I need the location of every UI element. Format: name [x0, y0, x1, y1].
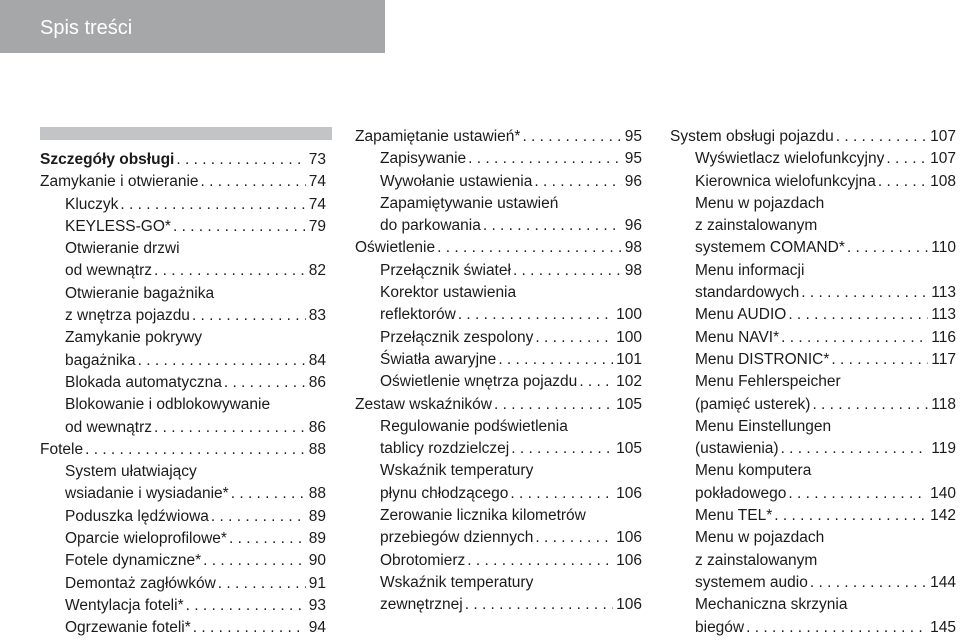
- toc-dot-leader: [812, 394, 928, 416]
- toc-entry[interactable]: [670, 617, 956, 639]
- toc-dot-leader: [535, 327, 613, 349]
- toc-page-number: 82: [308, 262, 326, 280]
- toc-dot-leader: [468, 148, 622, 170]
- toc-page-number: 91: [308, 574, 326, 592]
- toc-page-number: 110: [931, 239, 956, 257]
- toc-dot-leader: [483, 215, 622, 237]
- toc-entry[interactable]: [670, 594, 956, 616]
- toc-entry[interactable]: [40, 483, 326, 505]
- toc-entry[interactable]: [670, 148, 956, 170]
- toc-page-number: 89: [308, 530, 326, 548]
- toc-page-number: 89: [308, 507, 326, 525]
- toc-entry-title: Zamykanie i otwieranie: [40, 173, 199, 191]
- toc-entry[interactable]: [355, 215, 642, 237]
- toc-entry-title: standardowych: [695, 284, 800, 302]
- toc-page-number: 95: [624, 128, 642, 145]
- toc-dot-leader: [781, 327, 928, 349]
- toc-dot-leader: [224, 372, 306, 394]
- toc-entry-title: systemem audio: [695, 573, 808, 591]
- toc-dot-leader: [231, 483, 306, 505]
- toc-entry[interactable]: [670, 394, 956, 416]
- toc-entry-title: reflektorów: [380, 306, 456, 324]
- toc-dot-leader: [218, 573, 306, 595]
- toc-entry-title: Otwieranie drzwi: [65, 240, 180, 258]
- toc-entry-title: od wewnątrz: [65, 262, 153, 280]
- toc-entry[interactable]: [670, 527, 956, 549]
- toc-entry[interactable]: [670, 416, 956, 438]
- toc-entry[interactable]: [670, 237, 956, 259]
- toc-entry-title: (ustawienia): [695, 440, 779, 458]
- toc-page-number: 116: [931, 328, 956, 346]
- toc-entry[interactable]: [355, 304, 642, 326]
- toc-entry[interactable]: [40, 461, 326, 483]
- toc-page-number: 83: [308, 307, 326, 325]
- toc-entry-title: Oświetlenie wnętrza pojazdu: [380, 373, 578, 391]
- toc-entry[interactable]: [355, 505, 642, 527]
- toc-entry[interactable]: [670, 371, 956, 393]
- toc-entry[interactable]: [40, 283, 326, 305]
- toc-dot-leader: [878, 171, 927, 193]
- toc-entry[interactable]: [670, 460, 956, 482]
- header-bar: [0, 0, 385, 53]
- toc-entry-title: Korektor ustawienia: [380, 284, 517, 302]
- toc-dot-leader: [810, 572, 927, 594]
- toc-dot-leader: [788, 483, 927, 505]
- toc-page-number: 100: [616, 328, 642, 346]
- toc-entry[interactable]: [670, 304, 956, 326]
- toc-dot-leader: [173, 216, 306, 238]
- toc-page-number: 140: [930, 484, 956, 502]
- toc-dot-leader: [154, 260, 306, 282]
- toc-dot-leader: [203, 550, 306, 572]
- toc-entry[interactable]: [670, 171, 956, 193]
- toc-entry-title: Blokowanie i odblokowywanie: [65, 396, 271, 414]
- toc-entry[interactable]: [670, 327, 956, 349]
- toc-dot-leader: [458, 304, 613, 326]
- toc-entry-title: Menu DISTRONIC*: [695, 350, 830, 368]
- toc-entry[interactable]: [670, 483, 956, 505]
- toc-page-number: 106: [616, 551, 642, 569]
- toc-entry-title: Wskaźnik temperatury: [380, 573, 534, 591]
- toc-entry[interactable]: [670, 126, 956, 148]
- toc-entry[interactable]: [40, 171, 326, 193]
- toc-entry-title: Fotele: [40, 440, 84, 458]
- toc-dot-leader: [176, 149, 305, 171]
- toc-entry[interactable]: [355, 460, 642, 482]
- toc-page-number: 106: [616, 596, 642, 614]
- toc-entry[interactable]: [670, 260, 956, 282]
- page-title: Spis treści: [40, 17, 133, 39]
- toc-dot-leader: [831, 349, 928, 371]
- toc-entry-title: Kluczyk: [65, 195, 119, 213]
- toc-dot-leader: [774, 505, 927, 527]
- toc-entry-title: przebiegów dziennych: [380, 529, 534, 547]
- toc-dot-leader: [513, 260, 622, 282]
- toc-page-number: 119: [931, 440, 956, 458]
- toc-entry-title: Zapamiętanie ustawień*: [355, 128, 521, 145]
- toc-entry-title: Zamykanie pokrywy: [65, 329, 202, 347]
- toc-entry-title: Wskaźnik temperatury: [380, 462, 534, 480]
- toc-dot-leader: [437, 237, 622, 259]
- toc-entry[interactable]: [670, 572, 956, 594]
- toc-entry-title: Regulowanie podświetlenia: [380, 417, 568, 435]
- toc-entry[interactable]: [670, 193, 956, 215]
- toc-entry-title: Menu TEL*: [695, 507, 773, 525]
- toc-page-number: 84: [308, 351, 326, 369]
- toc-dot-leader: [886, 148, 927, 170]
- toc-page-number: 142: [930, 507, 956, 525]
- toc-entry[interactable]: [355, 527, 642, 549]
- toc-dot-leader: [85, 439, 306, 461]
- toc-dot-leader: [522, 126, 621, 148]
- toc-dot-leader: [138, 350, 306, 372]
- toc-page-number: 73: [308, 151, 326, 168]
- toc-dot-leader: [465, 594, 613, 616]
- toc-entry[interactable]: [355, 148, 642, 170]
- toc-entry[interactable]: [40, 327, 326, 349]
- toc-entry-title: Menu w pojazdach: [695, 194, 825, 212]
- toc-entry-title: Światła awaryjne: [380, 350, 497, 368]
- toc-entry-title: Otwieranie bagażnika: [65, 284, 215, 302]
- toc-page-number: 98: [624, 239, 642, 257]
- toc-entry-title: Oświetlenie: [355, 239, 436, 257]
- section-divider-bar: [40, 127, 332, 140]
- toc-entry[interactable]: [670, 505, 956, 527]
- toc-page-number: 102: [616, 373, 642, 391]
- toc-dot-leader: [801, 282, 928, 304]
- toc-entry-title: tablicy rozdzielczej: [380, 440, 510, 458]
- toc-page-number: 118: [931, 395, 956, 413]
- toc-page-number: 144: [930, 573, 956, 591]
- toc-entry-title: Przełącznik świateł: [380, 261, 511, 279]
- toc-dot-leader: [579, 371, 613, 393]
- toc-entry-title: Menu Einstellungen: [695, 417, 832, 435]
- toc-entry[interactable]: [40, 506, 326, 528]
- toc-entry-title: zewnętrznej: [380, 596, 463, 614]
- toc-column-3: [670, 126, 956, 639]
- toc-entry[interactable]: [355, 126, 642, 148]
- toc-page-number: 93: [308, 596, 326, 614]
- toc-entry-title: System ułatwiający: [65, 463, 197, 481]
- toc-entry-title: Oparcie wieloprofilowe*: [65, 530, 227, 548]
- toc-entry-title: Fotele dynamiczne*: [65, 552, 202, 570]
- toc-page-number: 105: [616, 395, 642, 413]
- toc-entry-title: Obrotomierz: [380, 551, 466, 569]
- toc-entry-title: Menu NAVI*: [695, 328, 780, 346]
- toc-entry[interactable]: [40, 216, 326, 238]
- toc-page-number: 74: [308, 173, 326, 191]
- toc-entry-title: Blokada automatyczna: [65, 373, 222, 391]
- toc-entry-title: System obsługi pojazdu: [670, 128, 834, 145]
- toc-dot-leader: [510, 483, 613, 505]
- toc-page-number: 94: [308, 619, 326, 637]
- toc-entry[interactable]: [355, 260, 642, 282]
- toc-entry-title: pokładowego: [695, 484, 787, 502]
- toc-entry-title: Kierownica wielofunkcyjna: [695, 172, 876, 190]
- toc-page-number: 106: [616, 484, 642, 502]
- toc-entry-title: z wnętrza pojazdu: [65, 307, 190, 325]
- toc-page-number: 117: [931, 350, 956, 368]
- toc-entry-title: KEYLESS-GO*: [65, 217, 171, 235]
- toc-entry-title: z zainstalowanym: [695, 217, 818, 235]
- toc-entry[interactable]: [40, 550, 326, 572]
- toc-entry-title: Zerowanie licznika kilometrów: [380, 507, 586, 525]
- toc-page-number: 113: [931, 284, 956, 302]
- toc-entry[interactable]: [355, 550, 642, 572]
- toc-entry-title: Wyświetlacz wielofunkcyjny: [695, 150, 885, 168]
- toc-entry[interactable]: [355, 416, 642, 438]
- toc-entry-title: Przełącznik zespolony: [380, 328, 534, 346]
- toc-entry[interactable]: [40, 260, 326, 282]
- toc-dot-leader: [193, 617, 306, 639]
- toc-dot-leader: [498, 349, 613, 371]
- toc-page-number: 107: [930, 128, 956, 145]
- toc-page-number: 98: [624, 261, 642, 279]
- toc-entry-title: Menu komputera: [695, 462, 812, 480]
- toc-entry-title: Zestaw wskaźników: [355, 395, 492, 413]
- toc-entry-title: wsiadanie i wysiadanie*: [65, 485, 229, 503]
- toc-page-number: 90: [308, 552, 326, 570]
- toc-page-number: 96: [624, 172, 642, 190]
- toc-page-number: 74: [308, 195, 326, 213]
- toc-page-number: 79: [308, 217, 326, 235]
- toc-entry[interactable]: [355, 438, 642, 460]
- toc-entry-title: Menu informacji: [695, 261, 805, 279]
- toc-entry-title: systemem COMAND*: [695, 239, 845, 257]
- toc-entry[interactable]: [40, 194, 326, 216]
- toc-entry-title: (pamięć usterek): [695, 395, 811, 413]
- toc-page-number: 108: [930, 172, 956, 190]
- toc-entry-title: Demontaż zagłówków: [65, 574, 216, 592]
- toc-dot-leader: [511, 438, 613, 460]
- toc-dot-leader: [467, 550, 613, 572]
- toc-entry[interactable]: [40, 238, 326, 260]
- toc-entry-title: Mechaniczna skrzynia: [695, 596, 848, 614]
- toc-entry-title: Ogrzewanie foteli*: [65, 619, 191, 637]
- toc-entry[interactable]: [40, 439, 326, 461]
- toc-entry-title: Poduszka lędźwiowa: [65, 507, 209, 525]
- toc-entry[interactable]: [40, 394, 326, 416]
- toc-dot-leader: [746, 617, 927, 639]
- toc-entry[interactable]: [670, 282, 956, 304]
- toc-entry[interactable]: [355, 237, 642, 259]
- toc-entry-title: od wewnątrz: [65, 418, 153, 436]
- toc-dot-leader: [788, 304, 928, 326]
- toc-dot-leader: [836, 126, 927, 148]
- toc-page-number: 86: [308, 418, 326, 436]
- toc-dot-leader: [211, 506, 306, 528]
- toc-page-number: 106: [616, 529, 642, 547]
- toc-entry[interactable]: [40, 372, 326, 394]
- toc-entry[interactable]: [40, 595, 326, 617]
- toc-dot-leader: [781, 438, 929, 460]
- toc-entry-title: Menu Fehlerspeicher: [695, 373, 841, 391]
- toc-entry[interactable]: [40, 305, 326, 327]
- toc-entry[interactable]: [355, 394, 642, 416]
- toc-dot-leader: [192, 305, 306, 327]
- toc-entry-title: Wentylacja foteli*: [65, 596, 184, 614]
- toc-entry[interactable]: [355, 282, 642, 304]
- toc-entry-title: płynu chłodzącego: [380, 484, 509, 502]
- toc-entry[interactable]: [670, 215, 956, 237]
- toc-page-number: 105: [616, 440, 642, 458]
- toc-dot-leader: [494, 394, 613, 416]
- toc-dot-leader: [229, 528, 306, 550]
- toc-page-number: 145: [930, 618, 956, 636]
- toc-entry[interactable]: [355, 483, 642, 505]
- toc-entry[interactable]: [670, 438, 956, 460]
- toc-entry[interactable]: [355, 327, 642, 349]
- toc-page-number: 96: [624, 217, 642, 235]
- toc-dot-leader: [847, 237, 928, 259]
- toc-page-number: 88: [308, 440, 326, 458]
- toc-page-number: 88: [308, 485, 326, 503]
- toc-column-1: [40, 149, 326, 640]
- toc-dot-leader: [154, 417, 306, 439]
- toc-entry[interactable]: [355, 349, 642, 371]
- toc-entry[interactable]: [40, 617, 326, 639]
- toc-page-number: 86: [308, 373, 326, 391]
- toc-page-number: 100: [616, 306, 642, 324]
- toc-dot-leader: [535, 527, 613, 549]
- toc-entry[interactable]: [670, 550, 956, 572]
- toc-entry[interactable]: [355, 371, 642, 393]
- toc-entry-title: Menu AUDIO: [695, 306, 787, 324]
- toc-entry[interactable]: [40, 573, 326, 595]
- toc-entry-title: z zainstalowanym: [695, 551, 818, 569]
- toc-entry-title: Zapisywanie: [380, 150, 467, 168]
- toc-dot-leader: [534, 171, 621, 193]
- toc-entry[interactable]: [670, 349, 956, 371]
- toc-entry[interactable]: [40, 350, 326, 372]
- toc-entry-title: Wywołanie ustawienia: [380, 172, 533, 190]
- toc-page-number: 101: [616, 350, 642, 368]
- toc-entry-title: biegów: [695, 618, 745, 636]
- toc-dot-leader: [186, 595, 306, 617]
- toc-entry[interactable]: [40, 149, 326, 171]
- toc-entry-title: Zapamiętywanie ustawień: [380, 194, 559, 212]
- toc-page-number: 95: [624, 150, 642, 168]
- toc-entry[interactable]: [355, 171, 642, 193]
- toc-column-2: [355, 126, 642, 617]
- toc-entry[interactable]: [355, 572, 642, 594]
- toc-entry-title: Menu w pojazdach: [695, 529, 825, 547]
- toc-dot-leader: [201, 171, 306, 193]
- toc-entry[interactable]: [355, 594, 642, 616]
- toc-entry-title: do parkowania: [380, 217, 481, 235]
- toc-entry[interactable]: [40, 417, 326, 439]
- toc-entry[interactable]: [355, 193, 642, 215]
- toc-entry-title: Szczegóły obsługi: [40, 151, 175, 168]
- toc-entry[interactable]: [40, 528, 326, 550]
- toc-page-number: 107: [930, 150, 956, 168]
- toc-page-number: 113: [931, 306, 956, 324]
- toc-dot-leader: [120, 194, 305, 216]
- toc-entry-title: bagażnika: [65, 351, 136, 369]
